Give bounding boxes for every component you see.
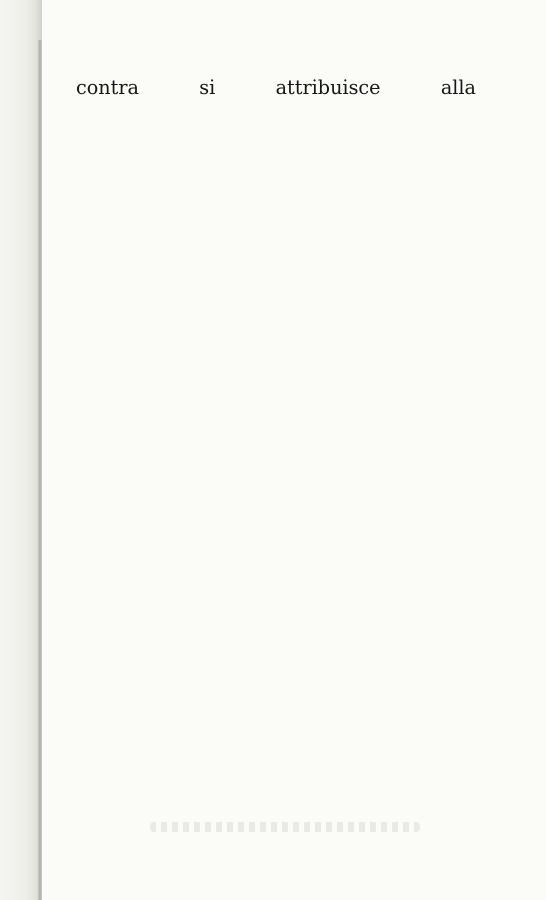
binding-shadow	[38, 40, 42, 900]
facing-page-margin	[0, 0, 42, 900]
opening-text	[76, 76, 476, 99]
text-line: contra si attribuisce alla	[76, 76, 476, 99]
bleed-through-mark	[150, 822, 420, 832]
